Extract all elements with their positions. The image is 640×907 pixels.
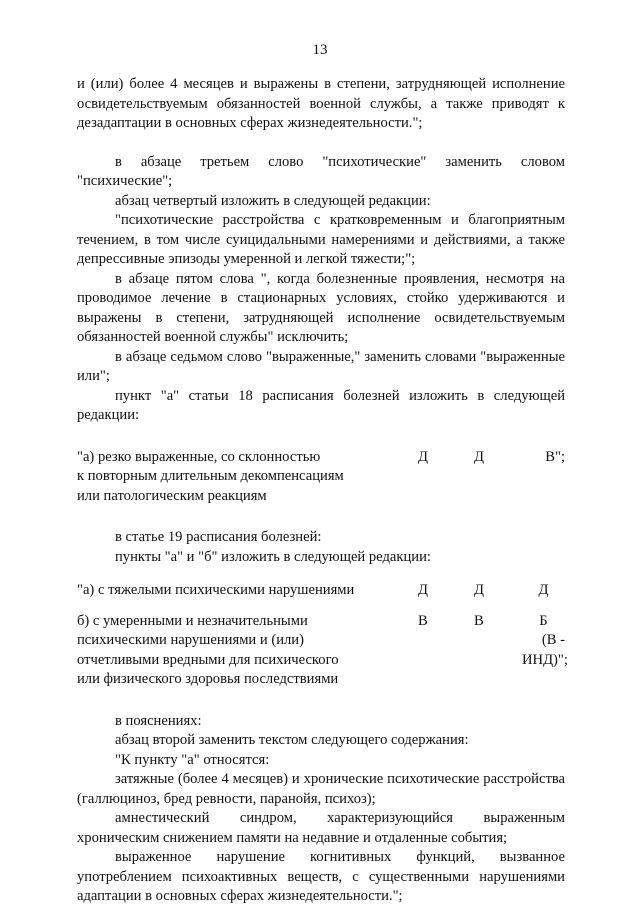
category-line: ИНД)"; [522,651,568,668]
paragraph-abzac-7: в абзаце седьмом слово "выраженные," заменить словами "выраженные или"; [77,348,565,384]
table-cell-category-3 [522,612,568,671]
category-line: Б [539,612,548,629]
paragraph-article-18: пункт "а" статьи 18 расписания болезней изложить в следующей редакции: [77,387,565,423]
paragraph-abzac-4-intro: абзац четвертый изложить в следующей редакции: [115,192,431,209]
description-line: "а) резко выраженные, со склонностью [77,448,321,465]
page-number: 13 [312,42,328,58]
description-line: психическими нарушениями и (или) [77,632,304,648]
paragraph-item-psychotic: затяжные (более 4 месяцев) и хронические психотические расстройства (галлюциноз, бред ревности, паранойя, психоз); [77,771,565,807]
paragraph-abzac-3: в абзаце третьем слово "психотические" заменить словом "психические"; [77,153,565,189]
description-line: к повторным длительным декомпенсациям [77,468,344,484]
table-cell-category-2: В [474,612,484,629]
table-cell-category-2: Д [474,582,484,598]
paragraph-explanations: в пояснениях: [115,712,202,729]
table-cell-category-1: Д [418,582,428,598]
table-article-19 [77,581,568,690]
paragraph-point-a-heading: "К пункту "а" относятся: [115,751,270,768]
table-row [77,448,565,507]
paragraph-item-amnestic: амнестический синдром, характеризующийся выраженным хроническим снижением памяти на недавние и отдаленные события; [77,810,565,846]
table-row [77,612,568,690]
description-line: б) с умеренными и незначительными [77,612,308,629]
paragraph-item-cognitive: выраженное нарушение когнитивных функций, вызванное употреблением психоактивных веществ, с существенными нарушениями адаптации в основных сферах жизнедеятельности."; [77,849,565,904]
table-cell-description: "а) с тяжелыми психическими нарушениями [77,582,355,598]
paragraph-continuation: и (или) более 4 месяцев и выражены в степени, затрудняющей исполнение освидетельствуемым обязанностей военной службы, а также приводят к дезадаптации в основных сферах жизнедеятельности."; [77,76,565,131]
category-line: (В - [541,632,565,648]
table-cell-description [77,448,377,507]
paragraph-abzac-5: в абзаце пятом слова ", когда болезненные проявления, несмотря на проводимое лечение в стационарных условиях, стойко удерживаются и выражены в степени, затрудняющей исполнение освидетельствуемым обязанностей военной службы" исключить; [77,270,565,345]
description-line: отчетливыми вредными для психического [77,651,339,668]
description-line: или патологическим реакциям [77,487,267,504]
table-cell-description [77,612,377,690]
paragraph-replace-abzac-2: абзац второй заменить текстом следующего содержания: [115,732,469,748]
table-article-18 [77,448,565,507]
paragraph-article-19-points: пункты "а" и "б" изложить в следующей редакции: [115,548,431,565]
paragraph-article-19: в статье 19 расписания болезней: [115,529,322,545]
table-cell-category-2: Д [474,448,484,465]
document-body [77,75,568,907]
table-cell-category-3: В"; [545,448,565,465]
description-line: или физического здоровья последствиями [77,671,339,687]
table-cell-category-1: В [418,612,428,629]
table-cell-category-1: Д [418,448,428,465]
paragraph-abzac-4-text: "психотические расстройства с кратковременным и благоприятным течением, в том числе суицидальными намерениями и действиями, а также депрессивные эпизоды умеренной и легкой тяжести;"; [77,212,565,267]
table-row [77,581,565,601]
table-cell-category-3: Д [538,582,549,598]
